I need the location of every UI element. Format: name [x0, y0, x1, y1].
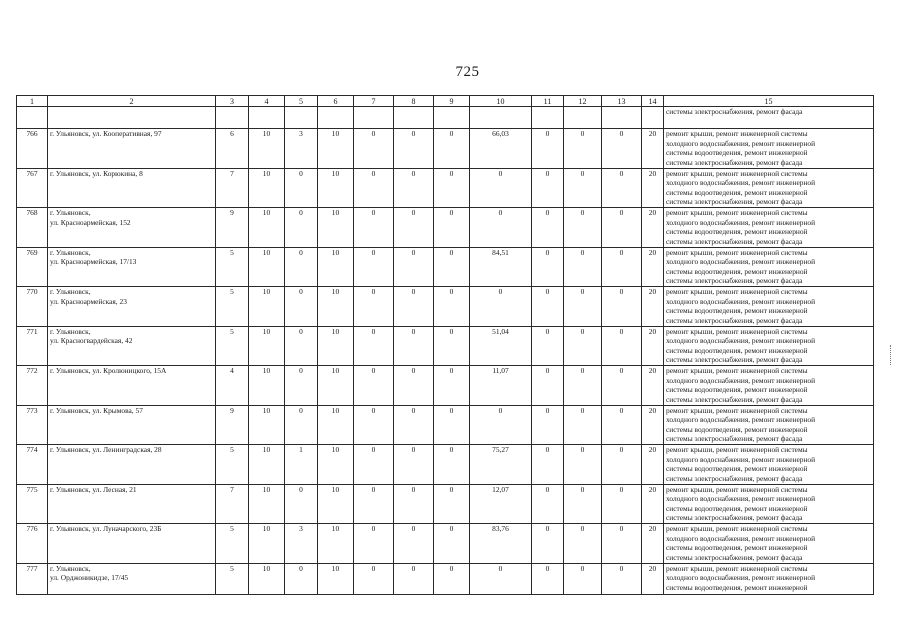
value-c14: 20 — [642, 287, 664, 327]
building-address: г. Ульяновск, ул. Ленинградская, 28 — [48, 445, 216, 485]
value-c3: 5 — [216, 524, 249, 564]
table-row — [17, 168, 874, 208]
value-c10: 75,27 — [470, 445, 532, 485]
page-number: 725 — [455, 64, 480, 80]
building-address: г. Ульяновск, ул. Кролюницкого, 15А — [48, 366, 216, 406]
building-address: г. Ульяновск, ул. Красноармейская, 152 — [48, 208, 216, 248]
value-c4: 10 — [249, 405, 285, 445]
value-c7: 0 — [354, 563, 394, 594]
value-c8: 0 — [394, 247, 434, 287]
table-row — [17, 524, 874, 564]
building-address: г. Ульяновск, ул. Красноармейская, 23 — [48, 287, 216, 327]
value-c7: 0 — [354, 247, 394, 287]
value-c9: 0 — [434, 445, 470, 485]
value-c9: 0 — [434, 168, 470, 208]
value-c13: 0 — [602, 326, 642, 366]
column-header-11: 11 — [532, 96, 564, 107]
repair-works-list: ремонт крыши, ремонт инженерной системы холодного водоснабжения, ремонт инженерной системы водоотведения, ремонт инженерной системы электроснабжения, ремонт фасада — [664, 287, 874, 327]
value-c8: 0 — [394, 168, 434, 208]
value-c12: 0 — [564, 366, 602, 406]
value-c3: 5 — [216, 445, 249, 485]
repair-works-list: ремонт крыши, ремонт инженерной системы холодного водоснабжения, ремонт инженерной системы водоотведения, ремонт инженерной системы электроснабжения, ремонт фасада — [664, 524, 874, 564]
value-c6: 10 — [318, 366, 354, 406]
value-c6: 10 — [318, 247, 354, 287]
value-c4: 10 — [249, 445, 285, 485]
value-c13: 0 — [602, 524, 642, 564]
repair-works-list: ремонт крыши, ремонт инженерной системы холодного водоснабжения, ремонт инженерной системы водоотведения, ремонт инженерной системы электроснабжения, ремонт фасада — [664, 405, 874, 445]
value-c12: 0 — [564, 405, 602, 445]
value-c10: 0 — [470, 287, 532, 327]
row-number: 774 — [17, 445, 48, 485]
value-c11: 0 — [532, 445, 564, 485]
value-c13: 0 — [602, 366, 642, 406]
repair-register-table — [16, 95, 874, 595]
building-address: г. Ульяновск, ул. Орджоникидзе, 17/45 — [48, 563, 216, 594]
column-header-7: 7 — [354, 96, 394, 107]
row-number: 773 — [17, 405, 48, 445]
row-number: 768 — [17, 208, 48, 248]
value-c9: 0 — [434, 524, 470, 564]
table-row — [17, 208, 874, 248]
value-c10: 0 — [470, 208, 532, 248]
value-c6: 10 — [318, 405, 354, 445]
value-c10: 83,76 — [470, 524, 532, 564]
table-row — [17, 247, 874, 287]
value-c5: 0 — [285, 208, 318, 248]
table-row — [17, 287, 874, 327]
repair-works-list: ремонт крыши, ремонт инженерной системы холодного водоснабжения, ремонт инженерной системы водоотведения, ремонт инженерной системы электроснабжения, ремонт фасада — [664, 168, 874, 208]
column-header-6: 6 — [318, 96, 354, 107]
value-c9: 0 — [434, 484, 470, 524]
value-c13: 0 — [602, 247, 642, 287]
value-c6: 10 — [318, 129, 354, 169]
value-c13: 0 — [602, 287, 642, 327]
table-body — [17, 107, 874, 595]
column-header-1: 1 — [17, 96, 48, 107]
value-c4: 10 — [249, 287, 285, 327]
value-c5: 3 — [285, 524, 318, 564]
value-c12: 0 — [564, 524, 602, 564]
row-number: 772 — [17, 366, 48, 406]
value-c5: 0 — [285, 247, 318, 287]
repair-works-list: ремонт крыши, ремонт инженерной системы холодного водоснабжения, ремонт инженерной системы водоотведения, ремонт инженерной системы электроснабжения, ремонт фасада — [664, 208, 874, 248]
value-c4: 10 — [249, 168, 285, 208]
table-row — [17, 445, 874, 485]
value-c10: 12,07 — [470, 484, 532, 524]
value-c7: 0 — [354, 524, 394, 564]
building-address: г. Ульяновск, ул. Крымова, 57 — [48, 405, 216, 445]
row-number: 776 — [17, 524, 48, 564]
column-header-5: 5 — [285, 96, 318, 107]
value-c5: 0 — [285, 484, 318, 524]
value-c14: 20 — [642, 484, 664, 524]
building-address: г. Ульяновск, ул. Красноармейская, 17/13 — [48, 247, 216, 287]
value-c13: 0 — [602, 405, 642, 445]
value-c5: 0 — [285, 563, 318, 594]
value-c12: 0 — [564, 247, 602, 287]
value-c14: 20 — [642, 405, 664, 445]
value-c14: 20 — [642, 208, 664, 248]
value-c10: 51,04 — [470, 326, 532, 366]
table-row — [17, 326, 874, 366]
repair-works-list: ремонт крыши, ремонт инженерной системы холодного водоснабжения, ремонт инженерной системы водоотведения, ремонт инженерной системы электроснабжения, ремонт фасада — [664, 326, 874, 366]
repair-works-list: ремонт крыши, ремонт инженерной системы холодного водоснабжения, ремонт инженерной системы водоотведения, ремонт инженерной системы электроснабжения, ремонт фасада — [664, 484, 874, 524]
column-header-15: 15 — [664, 96, 874, 107]
value-c8: 0 — [394, 208, 434, 248]
value-c6: 10 — [318, 287, 354, 327]
value-c3: 9 — [216, 208, 249, 248]
value-c7: 0 — [354, 208, 394, 248]
value-c3: 5 — [216, 326, 249, 366]
value-c8: 0 — [394, 445, 434, 485]
value-c3: 5 — [216, 563, 249, 594]
column-header-12: 12 — [564, 96, 602, 107]
value-c6: 10 — [318, 563, 354, 594]
value-c3: 4 — [216, 366, 249, 406]
table-row — [17, 366, 874, 406]
value-c8: 0 — [394, 366, 434, 406]
continuation-row — [17, 107, 874, 129]
value-c4: 10 — [249, 524, 285, 564]
value-c14: 20 — [642, 247, 664, 287]
value-c12: 0 — [564, 287, 602, 327]
value-c12: 0 — [564, 445, 602, 485]
value-c10: 0 — [470, 405, 532, 445]
value-c5: 0 — [285, 405, 318, 445]
value-c9: 0 — [434, 208, 470, 248]
value-c6: 10 — [318, 484, 354, 524]
value-c11: 0 — [532, 405, 564, 445]
continuation-works: системы электроснабжения, ремонт фасада — [664, 107, 874, 129]
value-c12: 0 — [564, 484, 602, 524]
value-c11: 0 — [532, 563, 564, 594]
value-c4: 10 — [249, 366, 285, 406]
value-c7: 0 — [354, 445, 394, 485]
value-c5: 3 — [285, 129, 318, 169]
value-c3: 7 — [216, 168, 249, 208]
table-row — [17, 129, 874, 169]
table-row — [17, 484, 874, 524]
value-c5: 0 — [285, 168, 318, 208]
value-c11: 0 — [532, 208, 564, 248]
value-c7: 0 — [354, 287, 394, 327]
value-c11: 0 — [532, 326, 564, 366]
value-c13: 0 — [602, 168, 642, 208]
value-c3: 6 — [216, 129, 249, 169]
column-header-10: 10 — [470, 96, 532, 107]
column-header-3: 3 — [216, 96, 249, 107]
repair-works-list: ремонт крыши, ремонт инженерной системы холодного водоснабжения, ремонт инженерной системы водоотведения, ремонт инженерной системы электроснабжения, ремонт фасада — [664, 445, 874, 485]
value-c14: 20 — [642, 524, 664, 564]
value-c10: 66,03 — [470, 129, 532, 169]
building-address: г. Ульяновск, ул. Кооперативная, 97 — [48, 129, 216, 169]
value-c3: 9 — [216, 405, 249, 445]
row-number: 766 — [17, 129, 48, 169]
value-c11: 0 — [532, 247, 564, 287]
value-c7: 0 — [354, 326, 394, 366]
value-c7: 0 — [354, 168, 394, 208]
value-c3: 7 — [216, 484, 249, 524]
value-c9: 0 — [434, 366, 470, 406]
value-c6: 10 — [318, 326, 354, 366]
value-c11: 0 — [532, 366, 564, 406]
value-c12: 0 — [564, 326, 602, 366]
value-c11: 0 — [532, 168, 564, 208]
scan-margin-marks — [890, 345, 893, 365]
value-c5: 1 — [285, 445, 318, 485]
value-c4: 10 — [249, 326, 285, 366]
value-c10: 0 — [470, 168, 532, 208]
value-c13: 0 — [602, 484, 642, 524]
value-c8: 0 — [394, 129, 434, 169]
row-number: 775 — [17, 484, 48, 524]
building-address: г. Ульяновск, ул. Красногвардейская, 42 — [48, 326, 216, 366]
value-c9: 0 — [434, 405, 470, 445]
value-c6: 10 — [318, 168, 354, 208]
value-c8: 0 — [394, 563, 434, 594]
value-c6: 10 — [318, 445, 354, 485]
column-header-8: 8 — [394, 96, 434, 107]
value-c7: 0 — [354, 484, 394, 524]
value-c12: 0 — [564, 208, 602, 248]
value-c9: 0 — [434, 247, 470, 287]
value-c14: 20 — [642, 445, 664, 485]
value-c4: 10 — [249, 208, 285, 248]
value-c8: 0 — [394, 326, 434, 366]
row-number: 770 — [17, 287, 48, 327]
column-header-9: 9 — [434, 96, 470, 107]
value-c7: 0 — [354, 129, 394, 169]
value-c11: 0 — [532, 129, 564, 169]
column-header-13: 13 — [602, 96, 642, 107]
value-c14: 20 — [642, 129, 664, 169]
value-c6: 10 — [318, 208, 354, 248]
value-c9: 0 — [434, 563, 470, 594]
value-c8: 0 — [394, 287, 434, 327]
row-number: 771 — [17, 326, 48, 366]
value-c8: 0 — [394, 524, 434, 564]
value-c13: 0 — [602, 563, 642, 594]
value-c6: 10 — [318, 524, 354, 564]
building-address: г. Ульяновск, ул. Корюкина, 8 — [48, 168, 216, 208]
value-c4: 10 — [249, 247, 285, 287]
repair-works-list: ремонт крыши, ремонт инженерной системы холодного водоснабжения, ремонт инженерной системы водоотведения, ремонт инженерной системы электроснабжения, ремонт фасада — [664, 129, 874, 169]
table-row — [17, 563, 874, 594]
building-address: г. Ульяновск, ул. Лесная, 21 — [48, 484, 216, 524]
value-c8: 0 — [394, 484, 434, 524]
value-c13: 0 — [602, 445, 642, 485]
value-c12: 0 — [564, 129, 602, 169]
column-number-header — [17, 96, 874, 107]
value-c12: 0 — [564, 563, 602, 594]
value-c5: 0 — [285, 326, 318, 366]
value-c11: 0 — [532, 524, 564, 564]
value-c14: 20 — [642, 168, 664, 208]
value-c13: 0 — [602, 129, 642, 169]
value-c9: 0 — [434, 129, 470, 169]
value-c14: 20 — [642, 563, 664, 594]
column-header-2: 2 — [48, 96, 216, 107]
value-c14: 20 — [642, 366, 664, 406]
value-c4: 10 — [249, 129, 285, 169]
value-c12: 0 — [564, 168, 602, 208]
value-c14: 20 — [642, 326, 664, 366]
row-number: 767 — [17, 168, 48, 208]
row-number: 769 — [17, 247, 48, 287]
value-c7: 0 — [354, 366, 394, 406]
value-c9: 0 — [434, 326, 470, 366]
row-number: 777 — [17, 563, 48, 594]
value-c11: 0 — [532, 484, 564, 524]
repair-works-list: ремонт крыши, ремонт инженерной системы холодного водоснабжения, ремонт инженерной системы водоотведения, ремонт инженерной системы электроснабжения, ремонт фасада — [664, 366, 874, 406]
value-c13: 0 — [602, 208, 642, 248]
value-c5: 0 — [285, 287, 318, 327]
value-c10: 0 — [470, 563, 532, 594]
value-c11: 0 — [532, 287, 564, 327]
value-c3: 5 — [216, 287, 249, 327]
value-c4: 10 — [249, 563, 285, 594]
value-c10: 84,51 — [470, 247, 532, 287]
building-address: г. Ульяновск, ул. Луначарского, 23Б — [48, 524, 216, 564]
repair-works-list: ремонт крыши, ремонт инженерной системы холодного водоснабжения, ремонт инженерной системы водоотведения, ремонт инженерной системы электроснабжения, ремонт фасада — [664, 247, 874, 287]
value-c3: 5 — [216, 247, 249, 287]
table-row — [17, 405, 874, 445]
value-c10: 11,07 — [470, 366, 532, 406]
value-c7: 0 — [354, 405, 394, 445]
value-c4: 10 — [249, 484, 285, 524]
value-c8: 0 — [394, 405, 434, 445]
value-c9: 0 — [434, 287, 470, 327]
column-header-14: 14 — [642, 96, 664, 107]
column-header-4: 4 — [249, 96, 285, 107]
repair-works-list: ремонт крыши, ремонт инженерной системы холодного водоснабжения, ремонт инженерной системы водоотведения, ремонт инженерной — [664, 563, 874, 594]
value-c5: 0 — [285, 366, 318, 406]
